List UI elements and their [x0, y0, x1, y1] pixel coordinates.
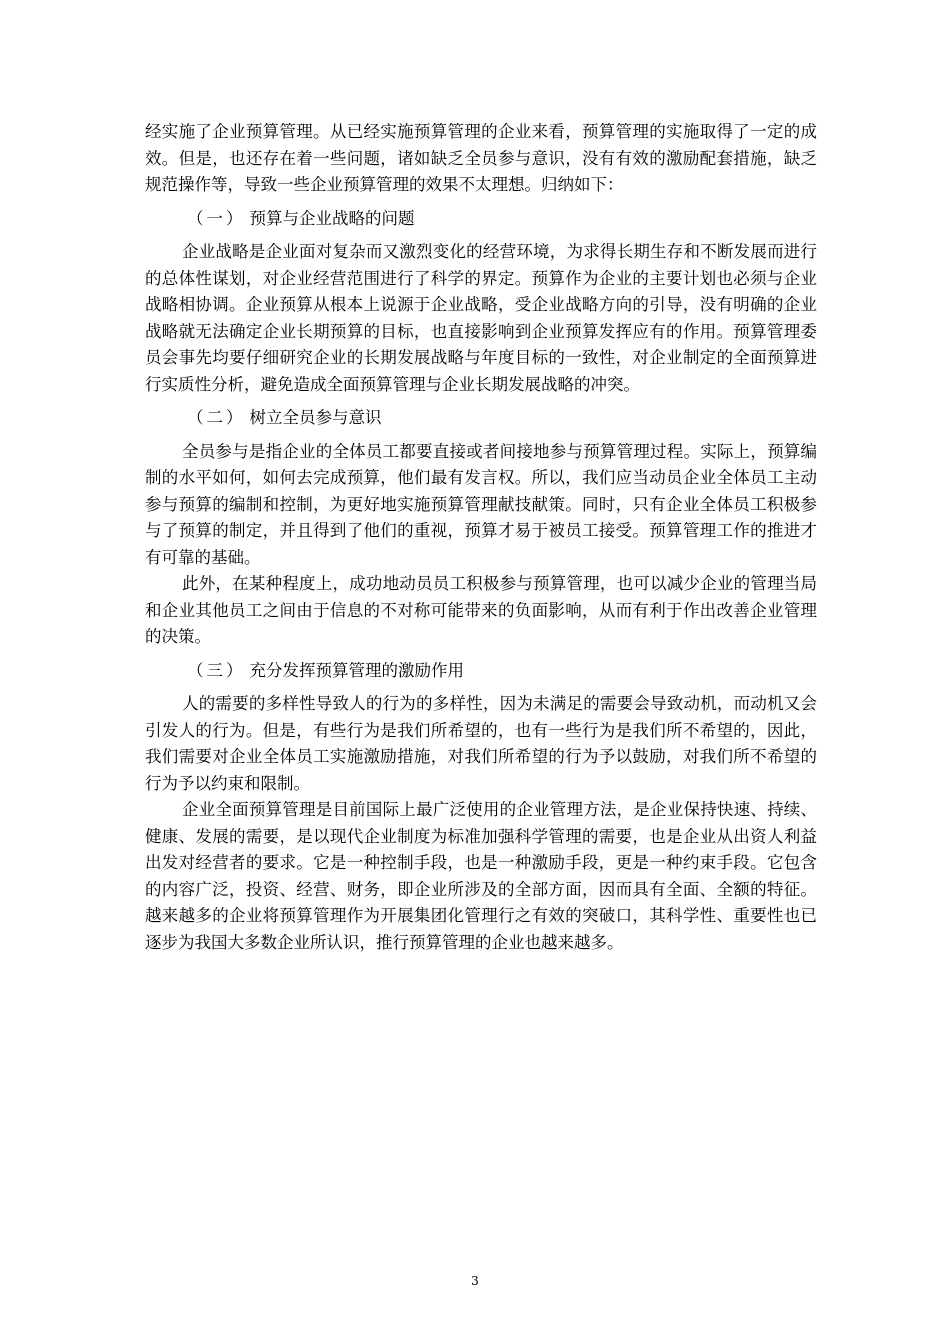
body-paragraph: 全员参与是指企业的全体员工都要直接或者间接地参与预算管理过程。实际上，预算编制的水平如何，如何去完成预算，他们最有发言权。所以，我们应当动员企业全体员工主动参与预算的编制和控制，为更好地实施预算管理献技献策。同时，只有企业全体员工积极参与了预算的制定，并且得到了他们的重视，预算才易于被员工接受。预算管理工作的推进才有可靠的基础。 [145, 441, 817, 567]
body-paragraph: 企业全面预算管理是目前国际上最广泛使用的企业管理方法，是企业保持快速、持续、健康、发展的需要，是以现代企业制度为标准加强科学管理的需要，也是企业从出资人利益出发对经营者的要求。它是一种控制手段，也是一种激励手段，更是一种约束手段。它包含的内容广泛，投资、经营、财务，即企业所涉及的全部方面，因而具有全面、全额的特征。越来越多的企业将预算管理作为开展集团化管理行之有效的突破口，其科学性、重要性也已逐步为我国大多数企业所认识，推行预算管理的企业也越来越多。 [145, 800, 817, 952]
document-body [145, 119, 817, 956]
section-heading-1 [145, 206, 817, 233]
body-paragraph: 此外，在某种程度上，成功地动员员工积极参与预算管理，也可以减少企业的管理当局和企业其他员工之间由于信息的不对称可能带来的负面影响，从而有利于作出改善企业管理的决策。 [145, 574, 817, 646]
page-number: 3 [471, 1274, 479, 1288]
section-number: （一） [187, 208, 246, 228]
section-number: （三） [187, 660, 246, 680]
section-heading-3 [145, 658, 817, 685]
section-title: 充分发挥预算管理的激励作用 [249, 660, 464, 680]
intro-paragraph: 经实施了企业预算管理。从已经实施预算管理的企业来看，预算管理的实施取得了一定的成效。但是，也还存在着一些问题，诸如缺乏全员参与意识，没有有效的激励配套措施，缺乏规范操作等，导致一些企业预算管理的效果不太理想。归纳如下： [145, 122, 817, 194]
body-paragraph: 企业战略是企业面对复杂而又激烈变化的经营环境，为求得长期生存和不断发展而进行的总体性谋划，对企业经营范围进行了科学的界定。预算作为企业的主要计划也必须与企业战略相协调。企业预算从根本上说源于企业战略，受企业战略方向的引导，没有明确的企业战略就无法确定企业长期预算的目标，也直接影响到企业预算发挥应有的作用。预算管理委员会事先均要仔细研究企业的长期发展战略与年度目标的一致性，对企业制定的全面预算进行实质性分析，避免造成全面预算管理与企业长期发展战略的冲突。 [145, 242, 817, 394]
body-paragraph: 人的需要的多样性导致人的行为的多样性，因为未满足的需要会导致动机，而动机又会引发人的行为。但是，有些行为是我们所希望的，也有一些行为是我们所不希望的，因此，我们需要对企业全体员工实施激励措施，对我们所希望的行为予以鼓励，对我们所不希望的行为予以约束和限制。 [145, 694, 817, 793]
section-number: （二） [187, 408, 246, 427]
section-title: 树立全员参与意识 [249, 408, 382, 427]
section-heading-2 [145, 405, 817, 432]
section-title: 预算与企业战略的问题 [249, 208, 415, 228]
